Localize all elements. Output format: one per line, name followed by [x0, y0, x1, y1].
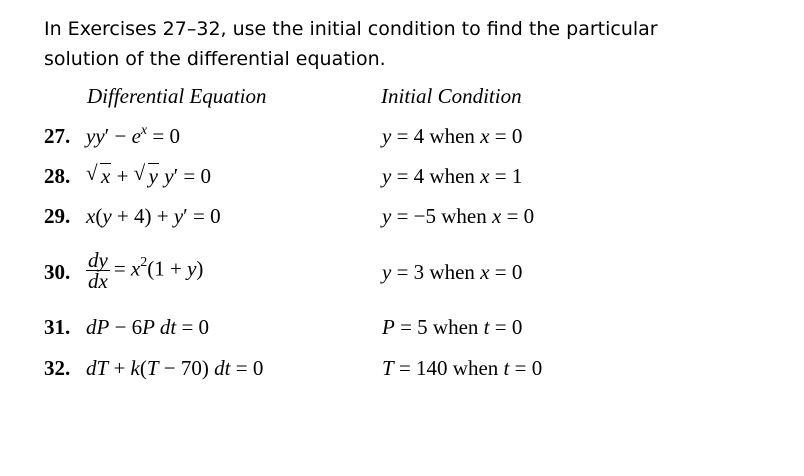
exercise-condition: T = 140 when t = 0 — [382, 356, 543, 380]
exercise-equation: dT + k(T − 70) dt = 0 — [86, 356, 264, 380]
exercise-row — [44, 250, 784, 300]
exercise-equation: dP − 6P dt = 0 — [86, 315, 210, 339]
exercise-number: 27. — [44, 124, 71, 148]
exercise-number: 31. — [44, 315, 71, 339]
equation-column-header: Differential Equation — [87, 84, 267, 108]
exercise-equation: $yy' - e^x = 0$ — [86, 123, 180, 148]
exercise-equation: $\frac{dy}{dx}$ = $x^2(1 + y)$ — [88, 248, 204, 293]
exercise-condition: y = 4 when x = 0 — [382, 124, 523, 148]
exercise-row — [44, 315, 784, 355]
exercise-number: 32. — [44, 356, 71, 380]
condition-column-header: Initial Condition — [381, 84, 522, 108]
exercise-condition: y = 4 when x = 1 — [382, 164, 523, 188]
exercise-number: 30. — [44, 260, 71, 284]
exercise-row — [44, 161, 784, 204]
exercise-equation: √ x + √ y y′ = 0 — [86, 161, 212, 188]
instructions — [44, 14, 784, 74]
instructions-line-2: solution of the differential equation. — [44, 48, 386, 70]
exercise-row — [44, 356, 784, 396]
exercise-row — [44, 204, 784, 244]
exercise-number: 28. — [44, 164, 71, 188]
exercise-equation: x(y + 4) + y′ = 0 — [86, 204, 221, 228]
exercise-condition: P = 5 when t = 0 — [382, 315, 523, 339]
exercise-condition: y = −5 when x = 0 — [382, 204, 535, 228]
exercise-number: 29. — [44, 204, 71, 228]
instructions-line-1: In Exercises 27–32, use the initial condition to find the particular — [44, 18, 658, 40]
exercise-condition: y = 3 when x = 0 — [382, 260, 523, 284]
exercise-row — [44, 124, 784, 164]
